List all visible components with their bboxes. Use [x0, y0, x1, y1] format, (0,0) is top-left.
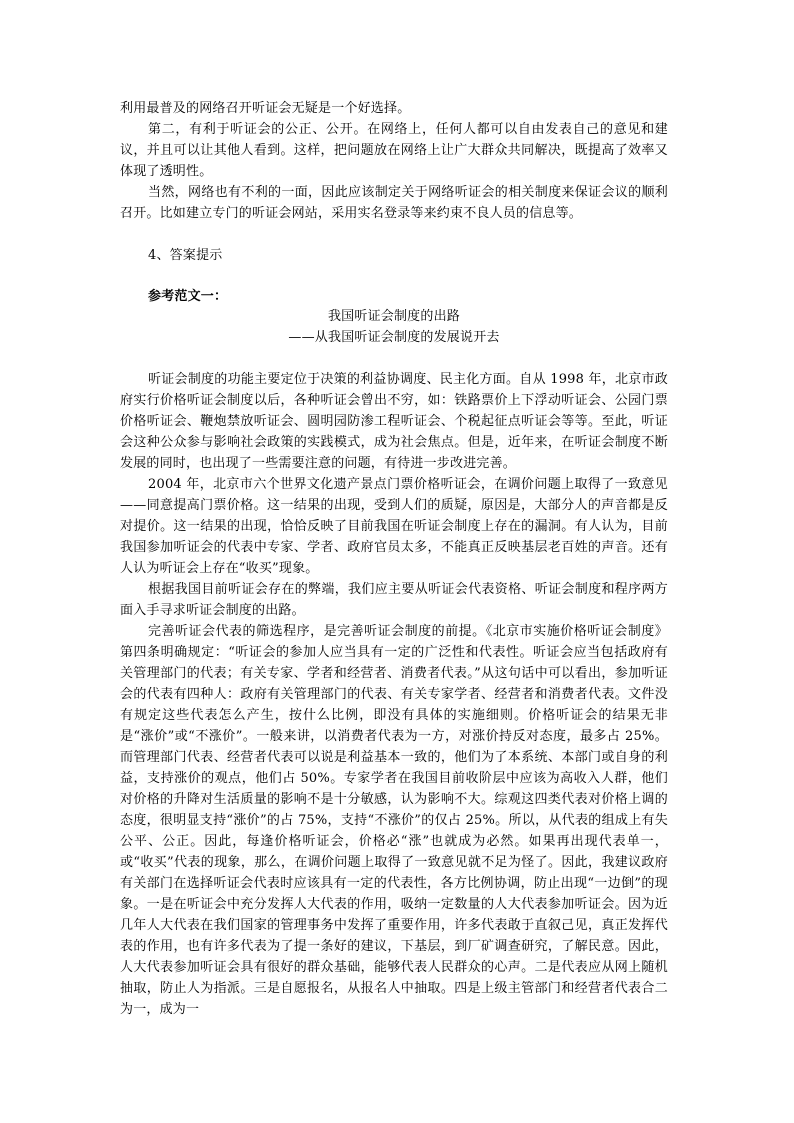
- answer-hint-heading: 4、答案提示: [148, 248, 223, 263]
- essay-paragraph: 根据我国目前听证会存在的弊端，我们应主要从听证会代表资格、听证会制度和程序两方面入手寻求听证会制度的出路。: [120, 582, 668, 618]
- intro-section: [120, 98, 668, 224]
- essay-title: 我国听证会制度的出路: [327, 309, 460, 324]
- essay-paragraph: 完善听证会代表的筛选程序，是完善听证会制度的前提。《北京市实施价格听证会制度》第四条明确规定：“听证会的参加人应当具有一定的广泛性和代表性。听证会应当包括政府有关管理部门的代表；有关专家、学者和经营者、消费者代表。”从这句话中可以看出，参加听证会的代表有四种人：政府有关管理部门的代表、有关专家学者、经营者和消费者代表。文件没有规定这些代表怎么产生，按什么比例，即没有具体的实施细则。价格听证会的结果无非是“涨价”或“不涨价”。一般来讲，以消费者代表为一方，对涨价持反对态度，最多占 25%。而管理部门代表、经营者代表可以说是利益基本一致的，他们为了本系统、本部门或自身的利益，支持涨价的观点，他们占 50%。专家学者在我国目前收阶层中应该为高收入人群，他们对价格的升降对生活质量的影响不是十分敏感，认为影响不大。综观这四类代表对价格上调的态度，很明显支持“涨价”的占 75%，支持“不涨价”的仅占 25%。所以，从代表的组成上有失公平、公正。因此，每逢价格听证会，价格必“涨”也就成为必然。如果再出现代表单一，或“收买”代表的现象，那么，在调价问题上取得了一致意见就不足为怪了。因此，我建议政府有关部门在选择听证会代表时应该具有一定的代表性，各方比例协调，防止出现“一边倒”的现象。一是在听证会中充分发挥人大代表的作用，吸纳一定数量的人大代表参加听证会。因为近几年人大代表在我们国家的管理事务中发挥了重要作用，许多代表敢于直叙己见，真正发挥代表的作用，也有许多代表为了提一条好的建议，下基层，到厂矿调查研究，了解民意。因此，人大代表参加听证会具有很好的群众基础，能够代表人民群众的心声。二是代表应从网上随机抽取，防止人为指派。三是自愿报名，从报名人中抽取。四是上级主管部门和经营者代表合二为一，成为一: [120, 624, 668, 1017]
- essay-paragraph: 2004 年，北京市六个世界文化遗产景点门票价格听证会，在调价问题上取得了一致意见——同意提高门票价格。这一结果的出现，受到人们的质疑，原因是，大部分人的声音都是反对提价。这一结果的出现，恰恰反映了目前我国在听证会制度上存在的漏洞。有人认为，目前我国参加听证会的代表中专家、学者、政府官员太多，不能真正反映基层老百姓的声音。还有人认为听证会上存在“收买”现象。: [120, 477, 668, 576]
- essay-title-block: [120, 306, 668, 348]
- essay-subtitle: ——从我国听证会制度的发展说开去: [288, 330, 500, 345]
- intro-paragraph-second-point: 第二，有利于听证会的公正、公开。在网络上，任何人都可以自由发表自己的意见和建议，并且可以让其他人看到。这样，把问题放在网络上让广大群众共同解决，既提高了效率又体现了透明性。: [120, 122, 668, 179]
- intro-paragraph-drawbacks: 当然，网络也有不利的一面，因此应该制定关于网络听证会的相关制度来保证会议的顺利召开。比如建立专门的听证会网站，采用实名登录等来约束不良人员的信息等。: [120, 185, 668, 221]
- intro-paragraph-continuation: 利用最普及的网络召开听证会无疑是一个好选择。: [120, 101, 411, 116]
- sample-essay-label: 参考范文一：: [148, 289, 228, 304]
- essay-paragraph: 听证会制度的功能主要定位于决策的利益协调度、民主化方面。自从 1998 年，北京市政府实行价格听证会制度以后，各种听证会曾出不穷，如：铁路票价上下浮动听证会、公园门票价格听证会、鞭炮禁放听证会、圆明园防渗工程听证会、个税起征点听证会等等。至此，听证会这种公众参与影响社会政策的实践模式，成为社会焦点。但是，近年来，在听证会制度不断发展的同时，也出现了一些需要注意的问题，有待进一步改进完善。: [120, 372, 668, 471]
- essay-body: [120, 369, 668, 1020]
